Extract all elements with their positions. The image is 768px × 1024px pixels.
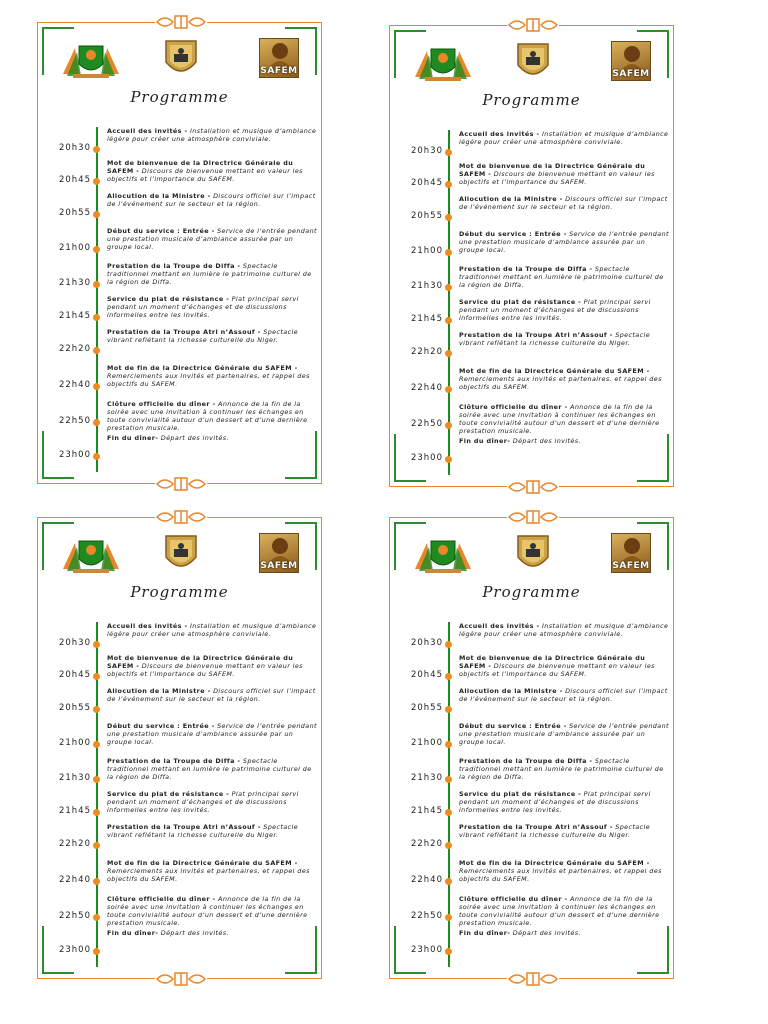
program-item-text — [459, 367, 669, 391]
program-item-time: 20h55 — [58, 208, 91, 218]
program-item-description: Installation et musique d’ambiance légère pour créer une atmosphère conviviale. — [459, 622, 669, 638]
program-item-time: 21h30 — [410, 281, 443, 291]
program-item-title: Prestation de la Troupe Atri n’Assouf - — [459, 331, 613, 339]
program-item-description: Installation et musique d’ambiance légère pour créer une atmosphère conviviale. — [107, 127, 317, 143]
program-item-title: Prestation de la Troupe de Diffa - — [107, 757, 241, 765]
program-item-time: 21h45 — [58, 311, 91, 321]
program-item-text — [459, 687, 669, 703]
program-item-title: Mot de bienvenue de la Directrice Générale du SAFEM - — [107, 159, 294, 175]
program-item-text — [107, 400, 317, 432]
program-item-text — [107, 364, 317, 388]
program-item-description: Spectacle vibrant reflétant la richesse culturelle du Niger. — [107, 328, 299, 344]
safem-logo-text: SAFEM — [612, 561, 650, 571]
program-item-time: 22h20 — [410, 347, 443, 357]
timeline-dot — [93, 178, 100, 185]
program-item-title: Mot de fin de la Directrice Générale du SAFEM - — [459, 859, 650, 867]
program-item-description: Plat principal servi pendant un moment d’échanges et de discussions informelles entre les invités. — [459, 298, 651, 322]
program-item-description: Remerciements aux invités et partenaires, et rappel des objectifs du SAFEM. — [459, 867, 662, 883]
program-item-title: Accueil des invités - — [459, 130, 540, 138]
timeline-dot — [445, 456, 452, 463]
timeline-dot — [445, 948, 452, 955]
program-item-description: Plat principal servi pendant un moment d’échanges et de discussions informelles entre les invités. — [107, 790, 299, 814]
program-item-description: Plat principal servi pendant un moment d’échanges et de discussions informelles entre les invités. — [459, 790, 651, 814]
timeline-dot — [445, 842, 452, 849]
timeline-dot — [93, 383, 100, 390]
program-item-time: 22h50 — [58, 911, 91, 921]
program-item-title: Fin du dîner- — [107, 929, 159, 937]
program-item-title: Prestation de la Troupe de Diffa - — [107, 262, 241, 270]
timeline-dot — [445, 809, 452, 816]
program-item-description: Installation et musique d’ambiance légère pour créer une atmosphère conviviale. — [459, 130, 669, 146]
timeline-dot — [93, 641, 100, 648]
safem-logo-text: SAFEM — [260, 561, 298, 571]
program-item-text — [107, 790, 317, 814]
program-item-time: 22h20 — [58, 839, 91, 849]
timeline-dot — [93, 211, 100, 218]
program-item-description: Discours de bienvenue mettant en valeur les objectifs et l’importance du SAFEM. — [459, 662, 655, 678]
program-item-time: 20h45 — [410, 178, 443, 188]
program-item-title: Début du service : Entrée - — [107, 227, 215, 235]
timeline-dot — [445, 641, 452, 648]
onep-crest-icon — [163, 38, 199, 84]
program-item-text — [459, 298, 669, 322]
program-card — [389, 517, 674, 979]
program-item-title: Fin du dîner- — [459, 929, 511, 937]
program-item-title: Prestation de la Troupe de Diffa - — [459, 757, 593, 765]
program-item-title: Service du plat de résistance - — [107, 295, 230, 303]
timeline-dot — [445, 149, 452, 156]
program-item-description: Départ des invités. — [160, 929, 229, 937]
niger-coat-of-arms-icon — [411, 41, 475, 87]
program-item-time: 22h40 — [58, 380, 91, 390]
program-item-time: 22h50 — [410, 911, 443, 921]
program-item-text — [107, 227, 317, 251]
timeline-dot — [445, 181, 452, 188]
program-item-description: Discours de bienvenue mettant en valeur les objectifs et l’importance du SAFEM. — [107, 662, 303, 678]
program-item-text — [459, 790, 669, 814]
program-item-text — [107, 295, 317, 319]
program-item-text — [459, 757, 669, 781]
program-item-description: Discours de bienvenue mettant en valeur les objectifs et l’importance du SAFEM. — [459, 170, 655, 186]
program-item-title: Début du service : Entrée - — [459, 722, 567, 730]
program-item-description: Service de l’entrée pendant une prestation musicale d’ambiance assurée par un groupe local. — [459, 230, 669, 254]
program-item-title: Clôture officielle du dîner - — [107, 400, 216, 408]
timeline-dot — [445, 673, 452, 680]
program-item-time: 20h45 — [58, 670, 91, 680]
program-item-time: 21h00 — [410, 246, 443, 256]
program-item-time: 21h45 — [410, 806, 443, 816]
programme-title: Programme — [130, 88, 229, 106]
program-item-description: Spectacle traditionnel mettant en lumière le patrimoine culturel de la région de Diffa. — [107, 757, 312, 781]
program-item-time: 20h45 — [410, 670, 443, 680]
program-item-time: 23h00 — [58, 450, 91, 460]
timeline-dot — [93, 809, 100, 816]
program-item-text — [107, 127, 317, 143]
program-item-description: Départ des invités. — [512, 437, 581, 445]
program-item-description: Discours officiel sur l’impact de l’événement sur le secteur et la région. — [107, 192, 316, 208]
program-item-description: Annonce de la fin de la soirée avec une invitation à continuer les échanges en toute convivialité autour d’un dessert et d’une dernière prestation musicale. — [459, 895, 660, 927]
timeline-dot — [445, 914, 452, 921]
program-item-description: Spectacle vibrant reflétant la richesse culturelle du Niger. — [459, 331, 651, 347]
program-item-text — [107, 622, 317, 638]
program-item-description: Spectacle vibrant reflétant la richesse culturelle du Niger. — [107, 823, 299, 839]
program-item-title: Allocution de la Ministre - — [107, 192, 211, 200]
program-item-title: Prestation de la Troupe Atri n’Assouf - — [107, 823, 261, 831]
program-item-description: Service de l’entrée pendant une prestation musicale d’ambiance assurée par un groupe local. — [107, 227, 317, 251]
ornament-icon — [155, 507, 207, 527]
program-item-time: 22h40 — [410, 383, 443, 393]
program-card — [389, 25, 674, 487]
programme-title: Programme — [130, 583, 229, 601]
program-item-time: 22h20 — [58, 344, 91, 354]
program-item-title: Accueil des invités - — [107, 622, 188, 630]
program-item-title: Accueil des invités - — [107, 127, 188, 135]
program-item-text — [107, 434, 317, 442]
timeline-dot — [93, 842, 100, 849]
program-item-title: Mot de bienvenue de la Directrice Générale du SAFEM - — [459, 654, 646, 670]
onep-crest-icon — [163, 533, 199, 579]
timeline-dot — [445, 350, 452, 357]
program-item-text — [459, 403, 669, 435]
timeline-dot — [445, 422, 452, 429]
program-item-title: Mot de fin de la Directrice Générale du SAFEM - — [107, 364, 298, 372]
program-item-title: Clôture officielle du dîner - — [459, 403, 568, 411]
niger-coat-of-arms-icon — [411, 533, 475, 579]
program-item-time: 22h50 — [410, 419, 443, 429]
program-item-time: 20h55 — [410, 703, 443, 713]
safem-logo — [611, 41, 651, 81]
safem-logo — [259, 38, 299, 78]
program-item-description: Installation et musique d’ambiance légère pour créer une atmosphère conviviale. — [107, 622, 317, 638]
program-item-title: Mot de bienvenue de la Directrice Générale du SAFEM - — [107, 654, 294, 670]
program-item-title: Clôture officielle du dîner - — [459, 895, 568, 903]
program-item-title: Début du service : Entrée - — [459, 230, 567, 238]
program-item-text — [459, 130, 669, 146]
program-item-text — [107, 823, 317, 839]
program-item-text — [459, 162, 669, 186]
safem-logo-text: SAFEM — [260, 66, 298, 76]
program-item-text — [107, 159, 317, 183]
program-item-description: Discours de bienvenue mettant en valeur les objectifs et l’importance du SAFEM. — [107, 167, 303, 183]
programme-title: Programme — [482, 91, 581, 109]
program-item-text — [459, 230, 669, 254]
timeline-dot — [93, 673, 100, 680]
safem-logo — [259, 533, 299, 573]
safem-logo-text: SAFEM — [612, 69, 650, 79]
timeline-dot — [93, 453, 100, 460]
program-item-title: Clôture officielle du dîner - — [107, 895, 216, 903]
program-item-time: 20h45 — [58, 175, 91, 185]
program-item-text — [107, 687, 317, 703]
program-item-time: 20h30 — [410, 638, 443, 648]
timeline-dot — [93, 314, 100, 321]
program-item-description: Spectacle vibrant reflétant la richesse culturelle du Niger. — [459, 823, 651, 839]
program-item-text — [107, 654, 317, 678]
program-item-time: 23h00 — [410, 945, 443, 955]
programme-title: Programme — [482, 583, 581, 601]
program-card — [37, 22, 322, 484]
onep-crest-icon — [515, 533, 551, 579]
niger-coat-of-arms-icon — [59, 38, 123, 84]
timeline-dot — [445, 386, 452, 393]
program-item-time: 21h00 — [58, 738, 91, 748]
program-item-time: 21h00 — [410, 738, 443, 748]
timeline-dot — [445, 214, 452, 221]
program-item-description: Annonce de la fin de la soirée avec une invitation à continuer les échanges en toute convivialité autour d’un dessert et d’une dernière prestation musicale. — [107, 400, 308, 432]
timeline-dot — [93, 281, 100, 288]
program-item-title: Mot de fin de la Directrice Générale du SAFEM - — [107, 859, 298, 867]
program-card — [37, 517, 322, 979]
program-item-description: Service de l’entrée pendant une prestation musicale d’ambiance assurée par un groupe local. — [107, 722, 317, 746]
ornament-icon — [507, 477, 559, 497]
program-item-time: 20h30 — [58, 143, 91, 153]
timeline-dot — [445, 776, 452, 783]
program-item-time: 20h55 — [410, 211, 443, 221]
program-item-time: 20h30 — [410, 146, 443, 156]
timeline-dot — [93, 347, 100, 354]
program-item-description: Spectacle traditionnel mettant en lumière le patrimoine culturel de la région de Diffa. — [459, 265, 664, 289]
timeline-dot — [93, 914, 100, 921]
program-item-title: Service du plat de résistance - — [459, 298, 582, 306]
program-item-title: Accueil des invités - — [459, 622, 540, 630]
program-item-description: Annonce de la fin de la soirée avec une invitation à continuer les échanges en toute convivialité autour d’un dessert et d’une dernière prestation musicale. — [107, 895, 308, 927]
timeline-dot — [445, 878, 452, 885]
program-item-time: 21h45 — [58, 806, 91, 816]
ornament-icon — [155, 969, 207, 989]
program-item-text — [107, 929, 317, 937]
ornament-icon — [507, 507, 559, 527]
timeline-dot — [93, 776, 100, 783]
ornament-icon — [507, 15, 559, 35]
program-item-time: 23h00 — [58, 945, 91, 955]
program-item-time: 21h00 — [58, 243, 91, 253]
program-item-text — [107, 859, 317, 883]
program-item-text — [459, 622, 669, 638]
ornament-icon — [155, 474, 207, 494]
program-item-description: Remerciements aux invités et partenaires, et rappel des objectifs du SAFEM. — [107, 867, 310, 883]
program-item-title: Allocution de la Ministre - — [459, 195, 563, 203]
program-item-text — [459, 823, 669, 839]
program-item-text — [107, 262, 317, 286]
timeline-dot — [93, 878, 100, 885]
niger-coat-of-arms-icon — [59, 533, 123, 579]
program-item-title: Allocution de la Ministre - — [459, 687, 563, 695]
timeline-dot — [93, 948, 100, 955]
program-item-title: Service du plat de résistance - — [459, 790, 582, 798]
program-item-text — [459, 331, 669, 347]
program-item-description: Discours officiel sur l’impact de l’événement sur le secteur et la région. — [459, 687, 668, 703]
program-item-title: Prestation de la Troupe Atri n’Assouf - — [459, 823, 613, 831]
program-item-title: Service du plat de résistance - — [107, 790, 230, 798]
program-item-title: Allocution de la Ministre - — [107, 687, 211, 695]
timeline-dot — [93, 419, 100, 426]
program-item-text — [459, 195, 669, 211]
program-item-time: 21h45 — [410, 314, 443, 324]
program-item-text — [459, 437, 669, 445]
program-item-description: Discours officiel sur l’impact de l’événement sur le secteur et la région. — [459, 195, 668, 211]
program-item-title: Début du service : Entrée - — [107, 722, 215, 730]
program-item-text — [459, 859, 669, 883]
program-item-text — [459, 929, 669, 937]
program-item-text — [459, 722, 669, 746]
ornament-icon — [155, 12, 207, 32]
program-item-text — [459, 654, 669, 678]
timeline-dot — [93, 246, 100, 253]
ornament-icon — [507, 969, 559, 989]
timeline-dot — [445, 741, 452, 748]
program-item-time: 21h30 — [410, 773, 443, 783]
program-item-description: Discours officiel sur l’impact de l’événement sur le secteur et la région. — [107, 687, 316, 703]
timeline-dot — [445, 284, 452, 291]
program-item-description: Remerciements aux invités et partenaires, et rappel des objectifs du SAFEM. — [107, 372, 310, 388]
program-item-text — [459, 265, 669, 289]
timeline-dot — [445, 249, 452, 256]
program-item-time: 22h40 — [410, 875, 443, 885]
program-item-description: Annonce de la fin de la soirée avec une invitation à continuer les échanges en toute convivialité autour d’un dessert et d’une dernière prestation musicale. — [459, 403, 660, 435]
program-item-time: 20h30 — [58, 638, 91, 648]
program-item-time: 20h55 — [58, 703, 91, 713]
program-item-time: 22h20 — [410, 839, 443, 849]
program-item-description: Remerciements aux invités et partenaires, et rappel des objectifs du SAFEM. — [459, 375, 662, 391]
program-item-title: Prestation de la Troupe Atri n’Assouf - — [107, 328, 261, 336]
program-item-time: 21h30 — [58, 773, 91, 783]
program-item-title: Mot de bienvenue de la Directrice Générale du SAFEM - — [459, 162, 646, 178]
program-item-title: Fin du dîner- — [459, 437, 511, 445]
timeline-dot — [445, 706, 452, 713]
program-item-time: 22h50 — [58, 416, 91, 426]
timeline-dot — [93, 741, 100, 748]
program-item-text — [107, 192, 317, 208]
program-item-text — [107, 895, 317, 927]
program-item-time: 22h40 — [58, 875, 91, 885]
program-item-description: Départ des invités. — [512, 929, 581, 937]
program-item-time: 23h00 — [410, 453, 443, 463]
program-item-description: Spectacle traditionnel mettant en lumière le patrimoine culturel de la région de Diffa. — [107, 262, 312, 286]
program-item-text — [107, 328, 317, 344]
program-item-description: Spectacle traditionnel mettant en lumière le patrimoine culturel de la région de Diffa. — [459, 757, 664, 781]
program-item-title: Mot de fin de la Directrice Générale du SAFEM - — [459, 367, 650, 375]
timeline-dot — [93, 146, 100, 153]
program-item-description: Départ des invités. — [160, 434, 229, 442]
program-item-title: Prestation de la Troupe de Diffa - — [459, 265, 593, 273]
program-item-description: Plat principal servi pendant un moment d’échanges et de discussions informelles entre les invités. — [107, 295, 299, 319]
program-item-text — [107, 757, 317, 781]
timeline-dot — [93, 706, 100, 713]
timeline-dot — [445, 317, 452, 324]
safem-logo — [611, 533, 651, 573]
program-item-text — [459, 895, 669, 927]
program-item-time: 21h30 — [58, 278, 91, 288]
program-item-title: Fin du dîner- — [107, 434, 159, 442]
program-item-description: Service de l’entrée pendant une prestation musicale d’ambiance assurée par un groupe local. — [459, 722, 669, 746]
program-item-text — [107, 722, 317, 746]
onep-crest-icon — [515, 41, 551, 87]
